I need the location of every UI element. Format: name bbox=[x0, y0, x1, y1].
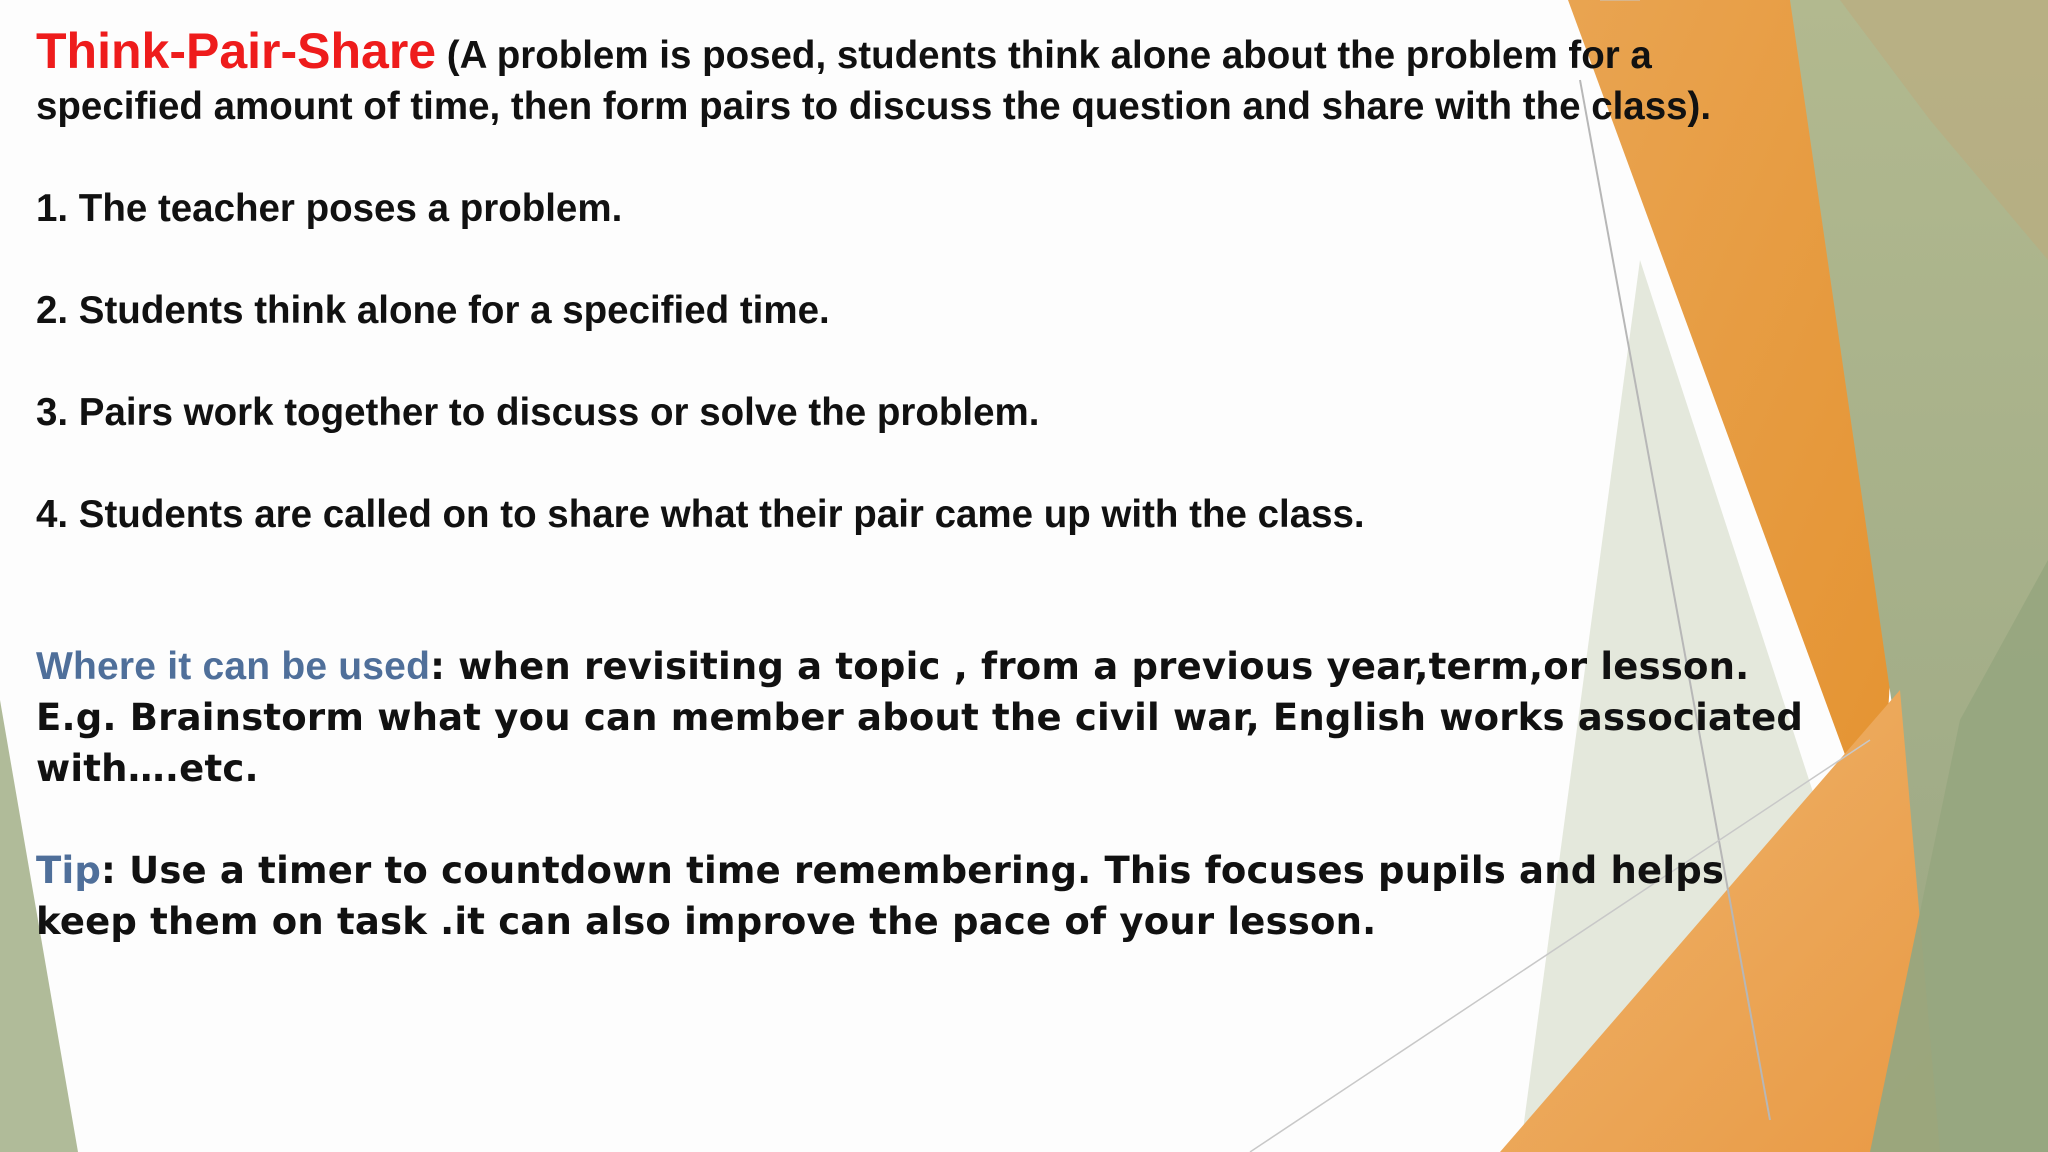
step-item: 1. The teacher poses a problem. bbox=[36, 187, 623, 230]
intro-paragraph bbox=[36, 23, 1816, 132]
where-used-paragraph bbox=[36, 641, 1816, 794]
slide-content bbox=[36, 23, 1816, 947]
step-item: 4. Students are called on to share what their pair came up with the class. bbox=[36, 493, 1365, 536]
step-item: 3. Pairs work together to discuss or solve the problem. bbox=[36, 391, 1040, 434]
spacer bbox=[36, 438, 1816, 489]
step-item: 2. Students think alone for a specified time. bbox=[36, 289, 830, 332]
tip-label: Tip bbox=[36, 849, 102, 892]
spacer bbox=[36, 132, 1816, 183]
spacer bbox=[36, 794, 1816, 845]
spacer bbox=[36, 540, 1816, 641]
spacer bbox=[36, 234, 1816, 285]
spacer bbox=[36, 336, 1816, 387]
tip-text: : Use a timer to countdown time remembering. This focuses pupils and helps keep them on task .it can also improve the pace of your lesson. bbox=[36, 849, 1725, 943]
where-used-text: : when revisiting a topic , from a previous year,term,or lesson. E.g. Brainstorm what you can member about the civil war, English works associated with….etc. bbox=[36, 645, 1804, 790]
slide-title: Think-Pair-Share bbox=[36, 23, 437, 79]
tip-paragraph bbox=[36, 845, 1816, 947]
intro-text: (A problem is posed, students think alone about the problem for a specified amount of time, then form pairs to discuss the question and share with the class). bbox=[36, 34, 1712, 128]
where-used-label: Where it can be used bbox=[36, 645, 431, 688]
